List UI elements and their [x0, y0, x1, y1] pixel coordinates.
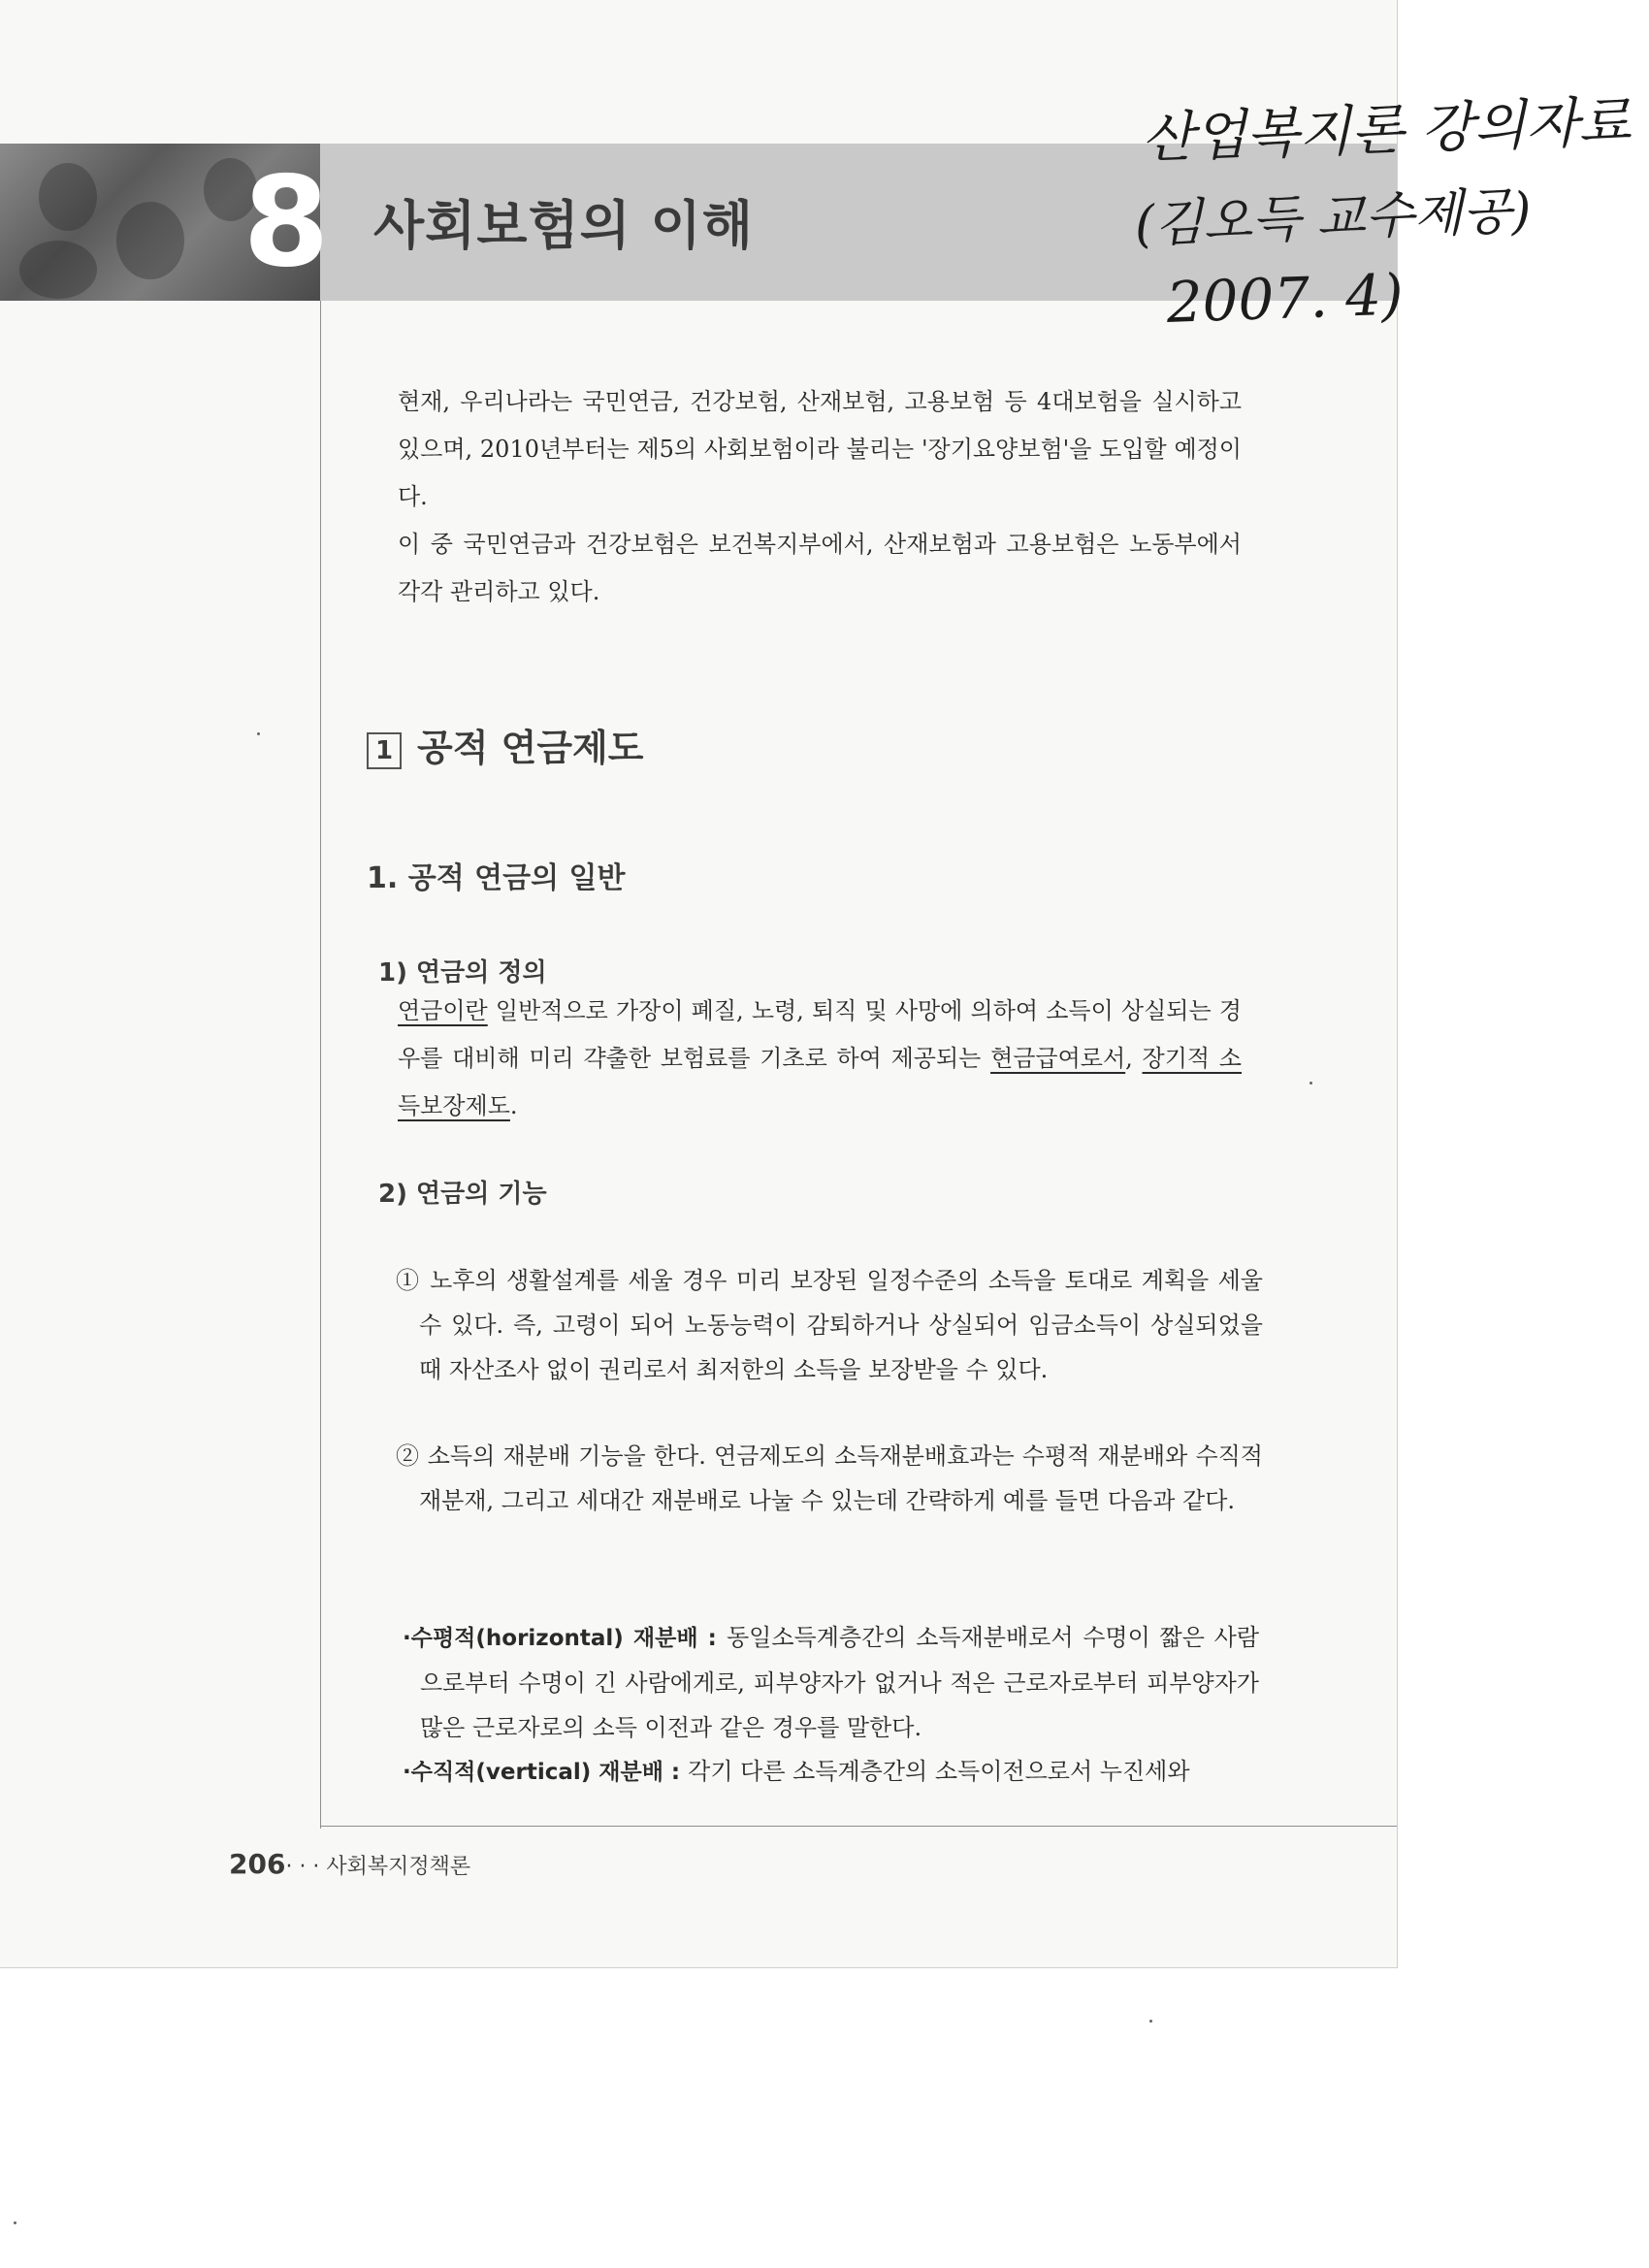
- definition-text: 일반적으로 가장이 폐질, 노령, 퇴직 및 사망에 의하여 소득이 상실되는 경우를 대비해 미리 갹출한 보험료를 기초로 하여 제공되는: [398, 997, 1242, 1072]
- subsection-heading: 1. 공적 연금의 일반: [367, 861, 626, 895]
- note-line: 산업복지론 강의자료: [1140, 90, 1633, 171]
- sub-heading: 2) 연금의 기능: [378, 1180, 547, 1209]
- scan-speck: [257, 732, 260, 735]
- chapter-title: 사회보험의 이해: [373, 195, 754, 256]
- margin-rule: [320, 301, 321, 1829]
- definition-paragraph: [398, 988, 1242, 1130]
- note-line: 2007. 4): [1165, 261, 1405, 336]
- scan-speck: [1310, 1082, 1312, 1085]
- definition-text: ,: [1125, 1045, 1143, 1072]
- book-title: 사회복지정책론: [326, 1855, 471, 1879]
- bullet-text: 각기 다른 소득계층간의 소득이전으로서 누진세와: [688, 1758, 1190, 1785]
- function-item: ② 소득의 재분배 기능을 한다. 연금제도의 소득재분배효과는 수평적 재분배와 수직적 재분재, 그리고 세대간 재분배로 나눌 수 있는데 간략하게 예를 들면 다음과 같다.: [396, 1442, 1263, 1514]
- underlined-term: 장기적 소득보장제도: [398, 1045, 1242, 1119]
- footer-separator: · · ·: [285, 1855, 327, 1879]
- bullet-text: 동일소득계층간의 소득재분배로서 수명이 짧은 사람으로부터 수명이 긴 사람에게로, 피부양자가 없거나 적은 근로자로부터 피부양자가 많은 근로자로의 소득 이전과 같은 경우를 말한다.: [420, 1624, 1260, 1741]
- page-footer: [229, 1848, 470, 1880]
- section-heading: [367, 718, 643, 771]
- section-number-box: 1: [367, 732, 402, 769]
- section-title: 공적 연금제도: [417, 727, 644, 769]
- sub-heading: 1) 연금의 정의: [378, 958, 547, 988]
- intro-paragraph: 이 중 국민연금과 건강보험은 보건복지부에서, 산재보험과 고용보험은 노동부에서 각각 관리하고 있다.: [398, 531, 1242, 605]
- bullet-item: [403, 1615, 1259, 1750]
- page-number: 206: [229, 1848, 286, 1880]
- underlined-term: 연금이란: [398, 997, 488, 1024]
- footer-rule: [320, 1826, 1397, 1827]
- scan-speck: [1149, 2020, 1152, 2023]
- bullet-term: ·수직적(vertical) 재분배 :: [403, 1760, 689, 1785]
- scan-speck: [14, 2221, 16, 2224]
- note-line: (김오득 교수제공): [1133, 181, 1533, 255]
- bullet-item: [403, 1749, 1259, 1795]
- function-item: ① 노후의 생활설계를 세울 경우 미리 보장된 일정수준의 소득을 토대로 계획을 세울 수 있다. 즉, 고령이 되어 노동능력이 감퇴하거나 상실되어 임금소득이 상실되었을 때 자산조사 없이 권리로서 최저한의 소득을 보장받을 수 있다.: [396, 1267, 1263, 1383]
- bullet-term: ·수평적(horizontal) 재분배 :: [403, 1626, 727, 1651]
- underlined-term: 현금급여로서: [990, 1045, 1126, 1072]
- intro-paragraph: 현재, 우리나라는 국민연금, 건강보험, 산재보험, 고용보험 등 4대보험을 실시하고 있으며, 2010년부터는 제5의 사회보험이라 불리는 '장기요양보험'을 도입할 예정이다.: [398, 388, 1242, 510]
- handwritten-note: [1120, 79, 1649, 369]
- chapter-number: 8: [242, 150, 330, 295]
- definition-text: .: [509, 1092, 518, 1119]
